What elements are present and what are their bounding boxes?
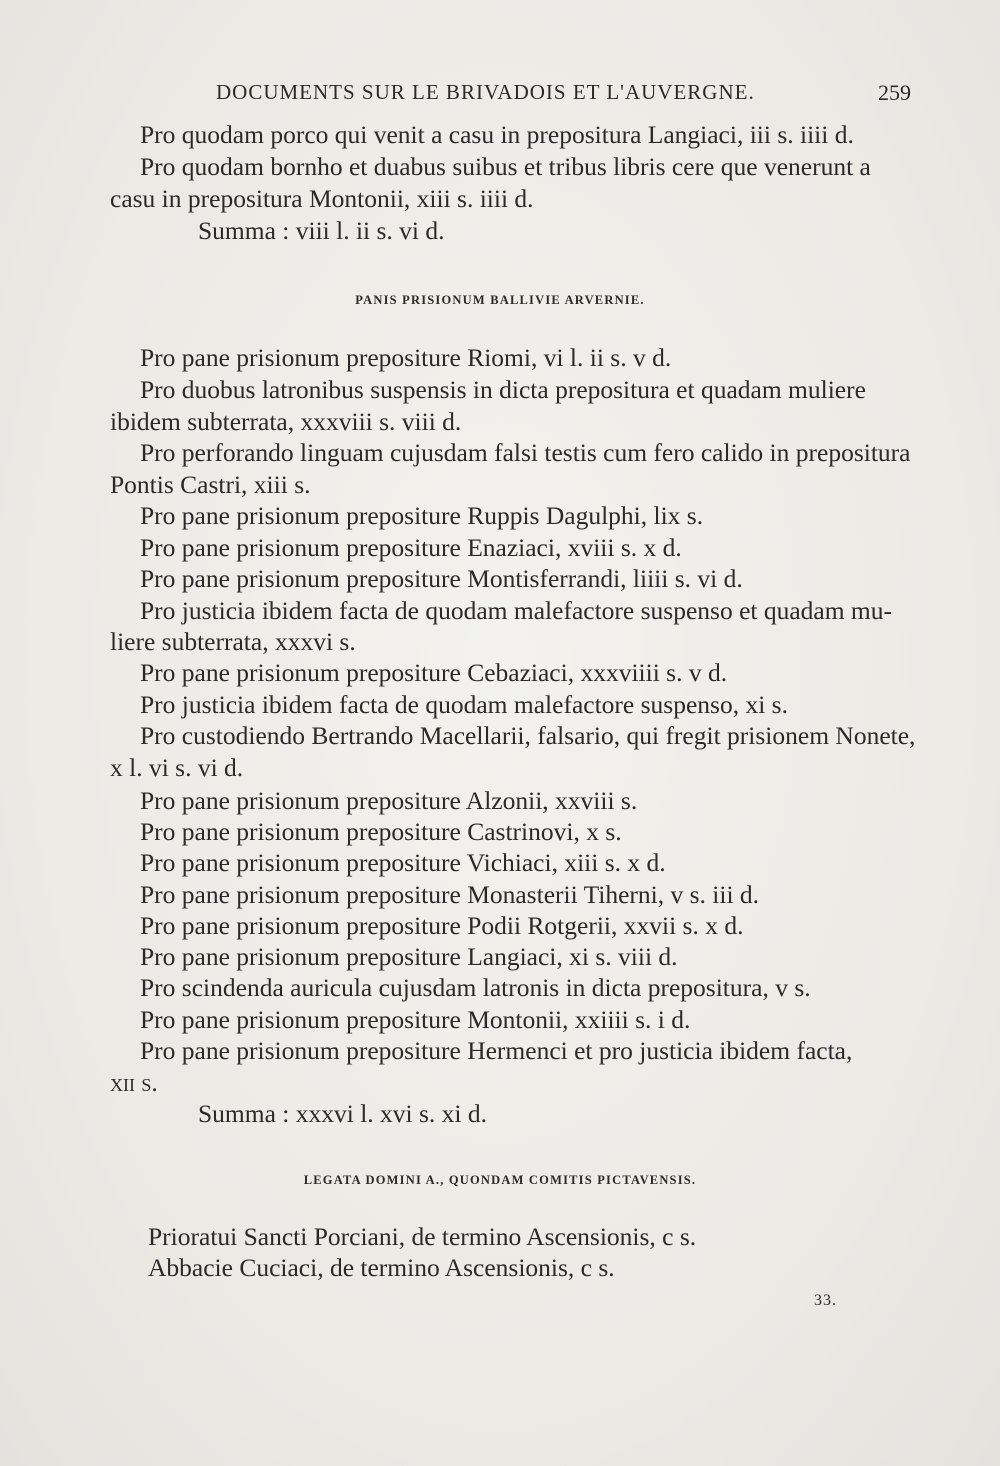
entry-line: Pro quodam bornho et duabus suibus et tribus libris cere que venerunt a xyxy=(140,152,871,181)
entry-line: x l. vi s. vi d. xyxy=(110,753,244,782)
running-title: DOCUMENTS SUR LE BRIVADOIS ET L'AUVERGNE. xyxy=(216,80,755,104)
entry-line: Pro pane prisionum prepositure Enaziaci, xviii s. x d. xyxy=(140,533,682,562)
entry-line: Pro pane prisionum prepositure Hermenci et pro justicia ibidem facta, xyxy=(140,1036,853,1065)
entry-line: Pro pane prisionum prepositure Cebaziaci, xxxviiii s. v d. xyxy=(140,658,728,687)
entry-line: Prioratui Sancti Porciani, de termino Ascensionis, c s. xyxy=(148,1222,697,1251)
entry-line: Pro pane prisionum prepositure Monasterii Tiherni, v s. iii d. xyxy=(140,880,760,909)
entry-line: liere subterrata, xxxvi s. xyxy=(110,627,356,656)
entry-line: Pro pane prisionum prepositure Podii Rotgerii, xxvii s. x d. xyxy=(140,911,744,940)
summa-line: Summa : xxxvi l. xvi s. xi d. xyxy=(198,1099,488,1128)
entry-line: Pro pane prisionum prepositure Vichiaci, xiii s. x d. xyxy=(140,848,666,877)
entry-line: ibidem subterrata, xxxviii s. viii d. xyxy=(110,407,462,436)
entry-line: casu in prepositura Montonii, xiii s. iiii d. xyxy=(110,184,534,213)
entry-line: Pro pane prisionum prepositure Riomi, vi l. ii s. v d. xyxy=(140,343,672,372)
entry-line: Pro quodam porco qui venit a casu in prepositura Langiaci, iii s. iiii d. xyxy=(140,120,854,149)
page-number: 259 xyxy=(878,80,911,105)
entry-line: Pro pane prisionum prepositure Ruppis Dagulphi, lix s. xyxy=(140,501,704,530)
entry-line: Pro custodiendo Bertrando Macellarii, falsario, qui fregit prisionem Nonete, xyxy=(140,721,916,750)
section-heading-panis: PANIS PRISIONUM BALLIVIE ARVERNIE. xyxy=(355,293,645,307)
entry-line: Pro pane prisionum prepositure Alzonii, xxviii s. xyxy=(140,786,638,815)
entry-line: Pro pane prisionum prepositure Castrinovi, x s. xyxy=(140,817,622,846)
entry-line: Pontis Castri, xiii s. xyxy=(110,470,311,499)
entry-line: Pro pane prisionum prepositure Montisferrandi, liiii s. vi d. xyxy=(140,564,743,593)
entry-line: Pro duobus latronibus suspensis in dicta prepositura et quadam muliere xyxy=(140,375,866,404)
entry-line: Pro justicia ibidem facta de quodam malefactore suspenso et quadam mu- xyxy=(140,596,893,625)
page-header xyxy=(0,80,1000,114)
entry-line: Abbacie Cuciaci, de termino Ascensionis, c s. xyxy=(148,1253,615,1282)
summa-line: Summa : viii l. ii s. vi d. xyxy=(198,216,445,245)
entry-line: Pro scindenda auricula cujusdam latronis in dicta prepositura, v s. xyxy=(140,973,811,1002)
section-heading-legata: LEGATA DOMINI A., QUONDAM COMITIS PICTAVENSIS. xyxy=(303,1173,697,1187)
entry-line: Pro justicia ibidem facta de quodam malefactore suspenso, xi s. xyxy=(140,690,788,719)
entry-line: xii s. xyxy=(110,1068,158,1097)
entry-line: Pro pane prisionum prepositure Montonii, xxiiii s. i d. xyxy=(140,1005,691,1034)
signature-mark: 33. xyxy=(814,1292,837,1309)
entry-line: Pro perforando linguam cujusdam falsi testis cum fero calido in prepositura xyxy=(140,438,911,467)
entry-line: Pro pane prisionum prepositure Langiaci, xi s. viii d. xyxy=(140,942,678,971)
